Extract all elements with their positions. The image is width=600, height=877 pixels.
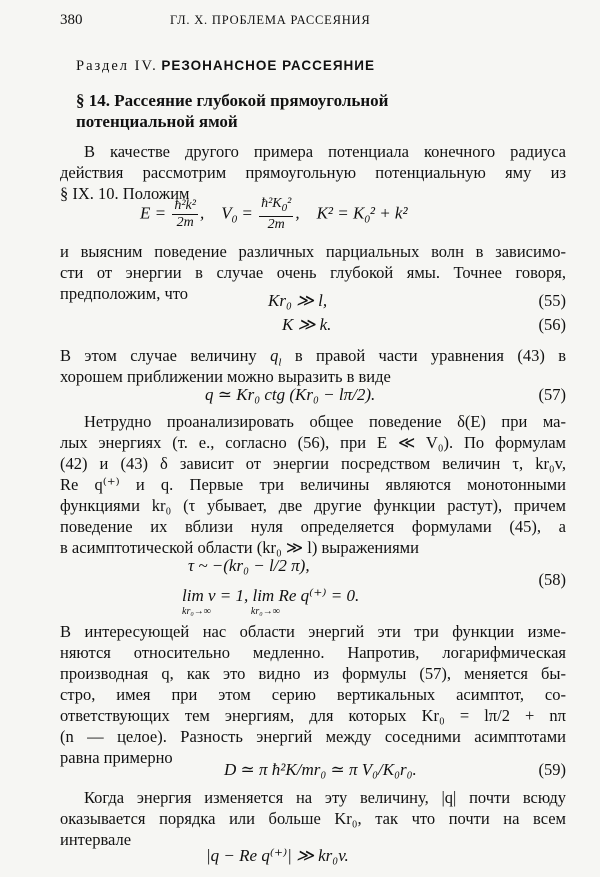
text-line: (42) и (43) δ зависит от энергии посредством величин τ, kr₀v, <box>60 454 566 473</box>
page-number: 380 <box>60 12 83 28</box>
text-line: Re q⁽⁺⁾ и q. Первые три величины являются монотонными <box>60 475 566 494</box>
equation-56: K ≫ k. <box>282 315 332 334</box>
section-heading <box>76 58 375 75</box>
text-line: стро, имея при этом серию вертикальных асимптот, со- <box>60 685 566 704</box>
text-line: и выясним поведение различных парциальных волн в зависимо- <box>60 242 566 261</box>
paragraph-title-line-2: потенциальной ямой <box>76 112 238 131</box>
text-line: § IX. 10. Положим <box>60 184 190 203</box>
text-line: В этом случае величину $q_l$ в правой части уравнения (43) в <box>60 346 567 369</box>
equation-number-56: (56) <box>538 315 566 334</box>
text-line: производная q, как это видно из формулы (57), меняется бы- <box>60 664 566 683</box>
equation-number-55: (55) <box>538 291 566 310</box>
text-line: няются относительно медленно. Напротив, логарифмическая <box>60 643 566 662</box>
text-line: оказывается порядка или больше Kr₀, так что почти на всем <box>60 809 566 828</box>
text-line: ответствующих тем энергиям, для которых Kr₀ = lπ/2 + nπ <box>60 706 566 725</box>
text-line: поведение их вблизи нуля определяется формулами (45), а <box>60 517 566 536</box>
text-line: предположим, что <box>60 284 188 303</box>
text-line: функциями kr₀ (τ убывает, две другие функции растут), причем <box>60 496 566 515</box>
text-line: Нетрудно проанализировать общее поведение δ(E) при ма- <box>84 412 566 431</box>
text-line: в асимптотической области (kr₀ ≫ l) выражениями <box>60 538 419 557</box>
limit-subscript: kr₀→∞ kr₀→∞ <box>182 606 280 617</box>
equation-number-57: (57) <box>538 385 566 404</box>
text-line: хорошем приближении можно выразить в виде <box>60 367 391 386</box>
section-title: РЕЗОНАНСНОЕ РАССЕЯНИЕ <box>161 58 376 73</box>
equation-number-59: (59) <box>538 760 566 779</box>
text-fragment: в правой части уравнения (43) в <box>294 346 567 365</box>
running-title: ГЛ. X. ПРОБЛЕМА РАССЕЯНИЯ <box>170 13 371 27</box>
paragraph-title-line-1: § 14. Рассеяние глубокой прямоугольной <box>76 91 389 110</box>
equation-59: D ≃ π ħ²K/mr₀ ≃ π V₀/K₀r₀. <box>224 760 417 779</box>
text-line: (n — целое). Разность энергий между соседними асимптотами <box>60 727 566 746</box>
equation-57: q ≃ Kr₀ ctg (Kr₀ − lπ/2). <box>205 385 376 404</box>
text-line: равна примерно <box>60 748 173 767</box>
text-line: В интересующей нас области энергий эти три функции изме- <box>60 622 566 641</box>
section-label: Раздел IV. <box>76 58 158 74</box>
text-line: В качестве другого примера потенциала конечного радиуса <box>84 142 566 161</box>
equation-55: Kr₀ ≫ l, <box>268 291 328 310</box>
text-line: сти от энергии в случае очень глубокой ямы. Точнее говоря, <box>60 263 566 282</box>
text-line: Когда энергия изменяется на эту величину, |q| почти всюду <box>84 788 566 807</box>
text-fragment: В этом случае величину <box>60 346 257 365</box>
equation-58-line-1: τ ~ −(kr₀ − l/2 π), <box>188 556 310 575</box>
equation-number-58: (58) <box>538 570 566 589</box>
text-line: интервале <box>60 830 132 849</box>
text-line: лых энергиях (т. е., согласно (56), при E ≪ V₀). По формулам <box>60 433 566 452</box>
running-header <box>60 12 578 34</box>
equation-58-line-2: lim v = 1, lim Re q⁽⁺⁾ = 0. <box>182 586 360 605</box>
equation-final: |q − Re q⁽⁺⁾| ≫ kr₀v. <box>206 846 349 865</box>
text-line: действия рассмотрим прямоугольную потенциальную яму из <box>60 163 566 182</box>
paragraph-title <box>76 90 388 132</box>
equation-definitions: E = $\frac{\text{ħ²k²}}{2m}$ , $V_0$ = $\frac{ħ^2K_0^2}{2m}$ , $K^2 = K_0^2 + k^2$ <box>140 196 408 232</box>
